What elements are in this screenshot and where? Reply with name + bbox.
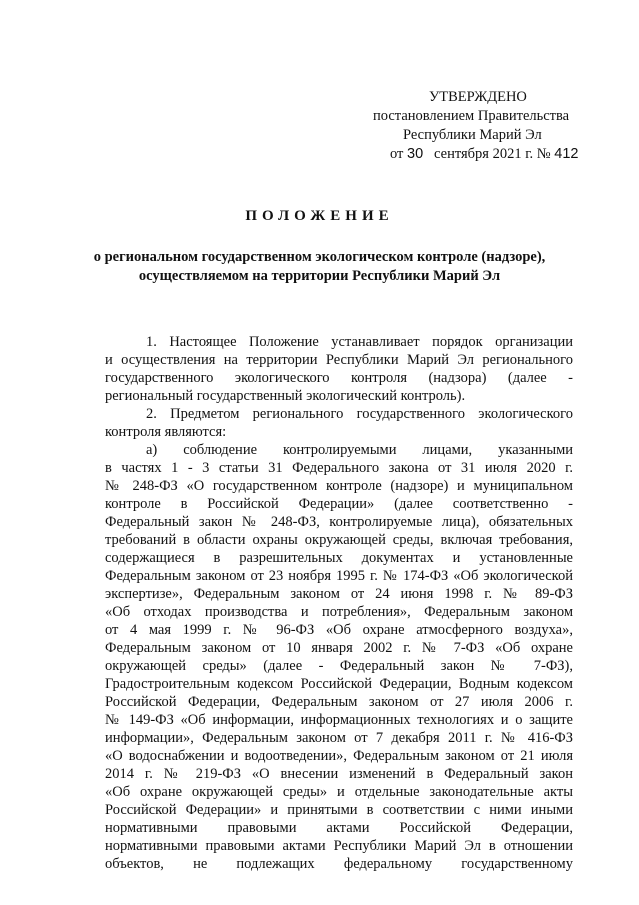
body-line: Градостроительным кодексом Российской Федерации, Водным кодексом	[105, 676, 573, 692]
approval-doc-number: 412	[554, 146, 579, 162]
body-line: № 248-ФЗ «О государственном контроле (надзоре) и муниципальном	[105, 478, 573, 494]
approval-heading: УТВЕРЖДЕНО	[429, 89, 527, 105]
body-line: «Об отходах производства и потребления», Федеральным законом	[105, 604, 573, 620]
body-line: № 149-ФЗ «Об информации, информационных технологиях и о защите	[105, 712, 573, 728]
document-subtitle-line-2: осуществляемом на территории Республики Марий Эл	[138, 268, 501, 284]
body-line: от 4 мая 1999 г. № 96-ФЗ «Об охране атмосферного воздуха»,	[105, 622, 573, 638]
body-line: 1. Настоящее Положение устанавливает порядок организации	[146, 334, 573, 350]
approval-date	[390, 145, 578, 164]
approval-region: Республики Марий Эл	[403, 127, 542, 143]
body-line: контроле в Российской Федерации» (далее соответственно -	[105, 496, 573, 512]
document-subtitle-line-1: о региональном государственном экологическом контроле (надзоре),	[93, 249, 546, 265]
body-line: информации», Федеральным законом от 7 декабря 2011 г. № 416-ФЗ	[105, 730, 573, 746]
body-line: окружающей среды» (далее - Федеральный закон № 7-ФЗ),	[105, 658, 573, 674]
body-line: 2014 г. № 219-ФЗ «О внесении изменений в Федеральный закон	[105, 766, 573, 782]
document-title: ПОЛОЖЕНИЕ	[245, 208, 394, 224]
body-line: государственного экологического контроля (надзора) (далее -	[105, 370, 573, 386]
body-line: требований в области охраны окружающей среды, включая требования,	[105, 532, 573, 548]
body-line: нормативными правовыми актами Республики Марий Эл в отношении	[105, 838, 573, 854]
body-line: содержащиеся в разрешительных документах и установленные	[105, 550, 573, 566]
body-line: «Об охране окружающей среды» и отдельные законодательные акты	[105, 784, 573, 800]
body-line: Российской Федерации» и принятыми в соответствии с ними иными	[105, 802, 573, 818]
approval-from-word: от	[390, 146, 404, 162]
body-line: контроля являются:	[105, 424, 227, 440]
body-line: Федеральным законом от 10 января 2002 г. № 7-ФЗ «Об охране	[105, 640, 573, 656]
body-line: региональный государственный экологический контроль).	[105, 388, 466, 404]
body-line: Российской Федерации, Федеральным законом от 27 июля 2006 г.	[105, 694, 573, 710]
body-line: Федеральный закон № 248-ФЗ, контролируемые лица), обязательных	[105, 514, 573, 530]
approval-date-rest: сентября 2021 г. №	[434, 146, 551, 162]
body-line: 2. Предметом регионального государственного экологического	[146, 406, 573, 422]
body-line: а) соблюдение контролируемыми лицами, указанными	[146, 442, 573, 458]
body-line: нормативными правовыми актами Российской Федерации,	[105, 820, 573, 836]
body-line: Федеральным законом от 23 ноября 1995 г. № 174-ФЗ «Об экологической	[105, 568, 573, 584]
approval-issuer: постановлением Правительства	[373, 108, 570, 124]
body-line: «О водоснабжении и водоотведении», Федеральным законом от 21 июля	[105, 748, 573, 764]
body-line: экспертизе», Федеральным законом от 24 июня 1998 г. № 89-ФЗ	[105, 586, 573, 602]
body-line: объектов, не подлежащих федеральному государственному	[105, 856, 573, 872]
approval-date-day: 30	[407, 146, 424, 162]
body-line: и осуществления на территории Республики Марий Эл регионального	[105, 352, 573, 368]
body-line: в частях 1 - 3 статьи 31 Федерального закона от 31 июля 2020 г.	[105, 460, 573, 476]
